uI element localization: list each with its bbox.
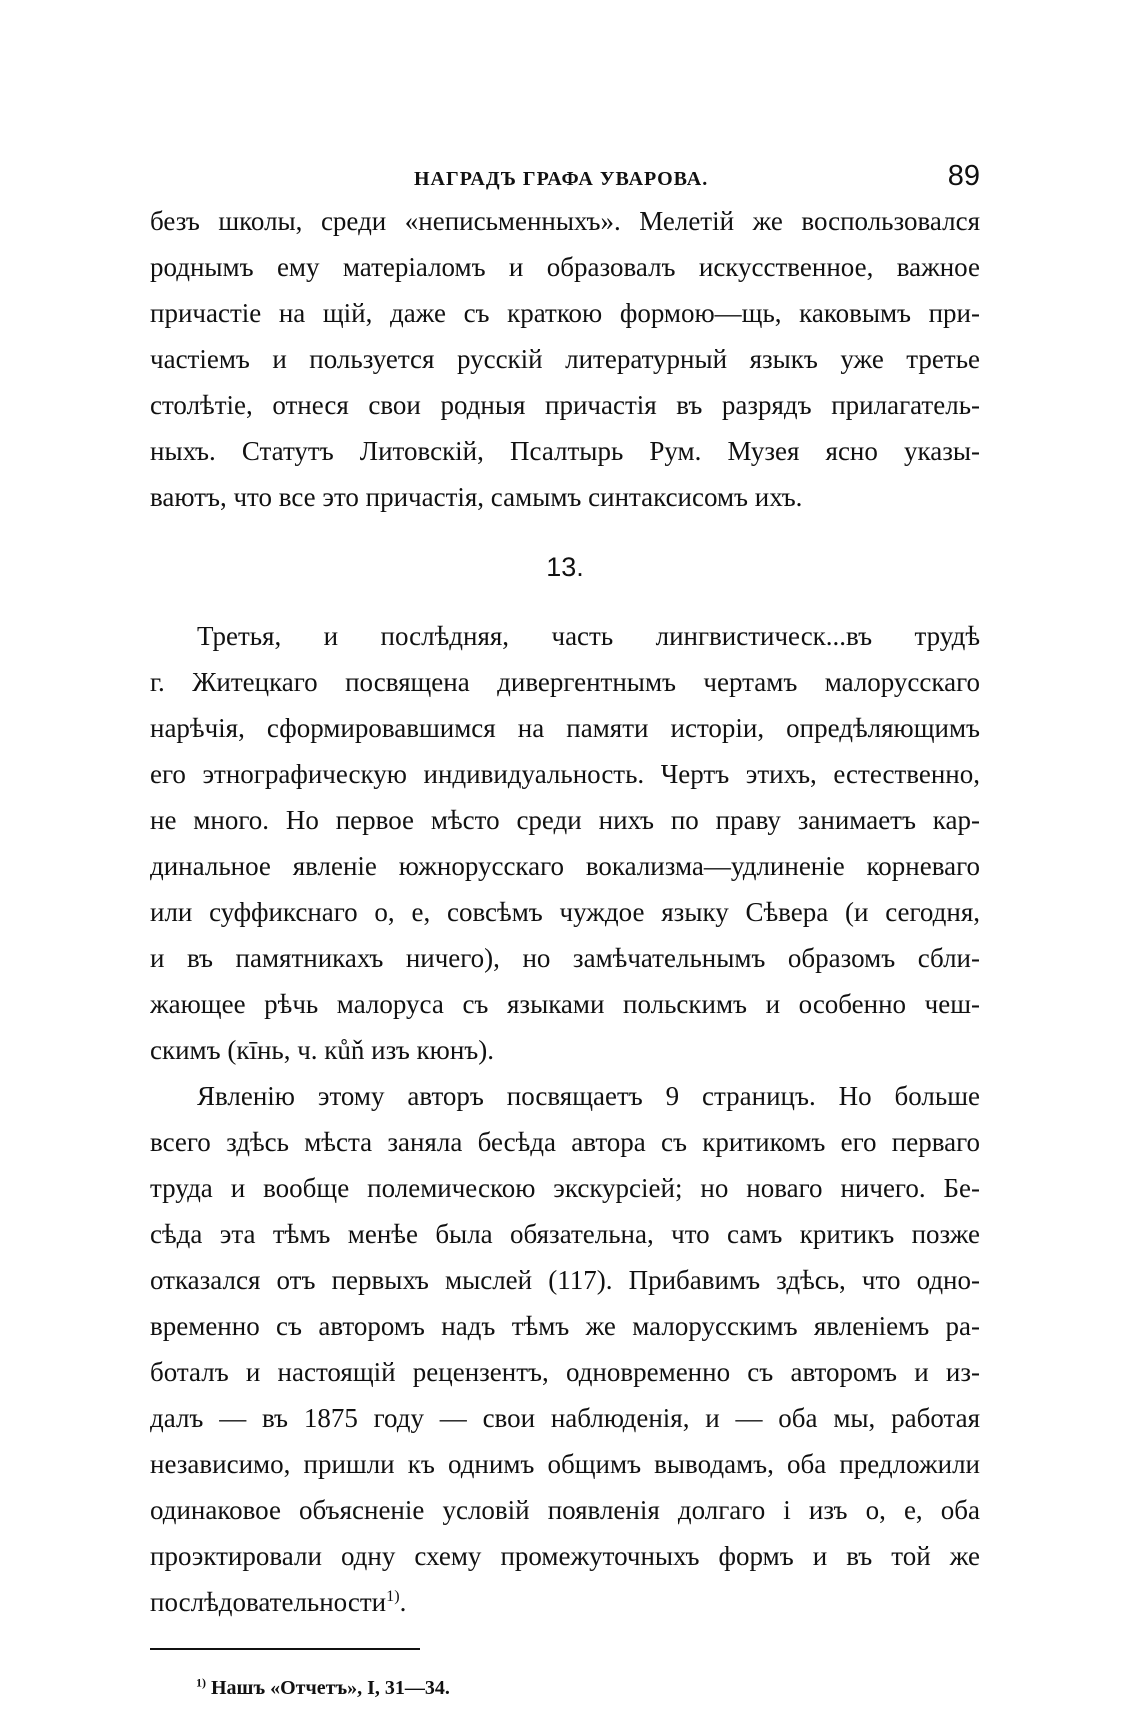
running-title: НАГРАДЪ ГРАФА УВАРОВА. — [414, 168, 709, 190]
text-line: Явленію этому авторъ посвящаетъ 9 страницъ. Но больше — [197, 1081, 980, 1111]
text-line: динальное явленіе южнорусскаго вокализма—удлиненіе корневаго — [150, 851, 980, 881]
text-line: всего здѣсь мѣста заняла бесѣда автора съ критикомъ его перваго — [150, 1127, 980, 1157]
text-line: независимо, пришли къ однимъ общимъ выводамъ, оба предложили — [150, 1449, 980, 1479]
text-line: труда и вообще полемическою экскурсіей; но новаго ничего. Бе- — [150, 1173, 980, 1203]
footnote-reference[interactable]: 1) — [386, 1587, 400, 1605]
text-line-end: послѣдовательности — [150, 1587, 387, 1617]
text-line: г. Житецкаго посвящена дивергентнымъ чертамъ малорусскаго — [150, 667, 980, 697]
text-line: не много. Но первое мѣсто среди нихъ по праву занимаетъ кар- — [150, 805, 980, 835]
text-line: роднымъ ему матеріаломъ и образовалъ искусственное, важное — [150, 252, 980, 282]
text-line: отказался отъ первыхъ мыслей (117). Прибавимъ здѣсь, что одно- — [150, 1265, 980, 1295]
text-line: частіемъ и пользуется русскій литературный языкъ уже третье — [150, 344, 980, 374]
text-line: Третья, и послѣдняя, часть лингвистическ...въ трудѣ — [197, 621, 980, 651]
footnote-rule — [150, 1648, 420, 1650]
text-line: ныхъ. Статутъ Литовскій, Псалтырь Рум. Музея ясно указы- — [150, 436, 980, 466]
text-line: нарѣчія, сформировавшимся на памяти исторіи, опредѣляющимъ — [150, 713, 980, 743]
text-line: послѣдовательности$^{1)}$. — [150, 1587, 407, 1617]
text-line: или суффикснаго о, е, совсѣмъ чуждое языку Сѣвера (и сегодня, — [150, 897, 980, 927]
text-line: скимъ (кīнь, ч. кůň изъ кюнъ). — [150, 1035, 494, 1065]
text-line: проэктировали одну схему промежуточныхъ формъ и въ той же — [150, 1541, 980, 1571]
text-line: далъ — въ 1875 году — свои наблюденія, и — оба мы, работая — [150, 1403, 980, 1433]
text-line: и въ памятникахъ ничего), но замѣчательнымъ образомъ сбли- — [150, 943, 980, 973]
text-line: одинаковое объясненіе условій появленія долгаго і изъ о, е, оба — [150, 1495, 980, 1525]
page-number: 89 — [947, 160, 980, 192]
text-line: временно съ авторомъ надъ тѣмъ же малорусскимъ явленіемъ ра- — [150, 1311, 980, 1341]
text-line: сѣда эта тѣмъ менѣе была обязательна, что самъ критикъ позже — [150, 1219, 980, 1249]
section-number: 13. — [546, 552, 584, 582]
footnote-marker: 1) — [196, 1675, 206, 1690]
text-line: ваютъ, что все это причастія, самымъ синтаксисомъ ихъ. — [150, 482, 803, 512]
text-line: жающее рѣчь малоруса съ языками польскимъ и особенно чеш- — [150, 989, 980, 1019]
text-line: причастіе на щій, даже съ краткою формою—щь, каковымъ при- — [150, 298, 980, 328]
text-line: его этнографическую индивидуальность. Чертъ этихъ, естественно, — [150, 759, 980, 789]
text-line: боталъ и настоящій рецензентъ, одновременно съ авторомъ и из- — [150, 1357, 980, 1387]
text-line: безъ школы, среди «неписьменныхъ». Мелетій же воспользовался — [150, 206, 980, 236]
footnote-text: Нашъ «Отчетъ», I, 31—34. — [211, 1677, 450, 1699]
running-head — [150, 160, 980, 200]
footnote — [196, 1672, 450, 1704]
text-line: столѣтіе, отнеся свои родныя причастія въ разрядъ прилагатель- — [150, 390, 980, 420]
